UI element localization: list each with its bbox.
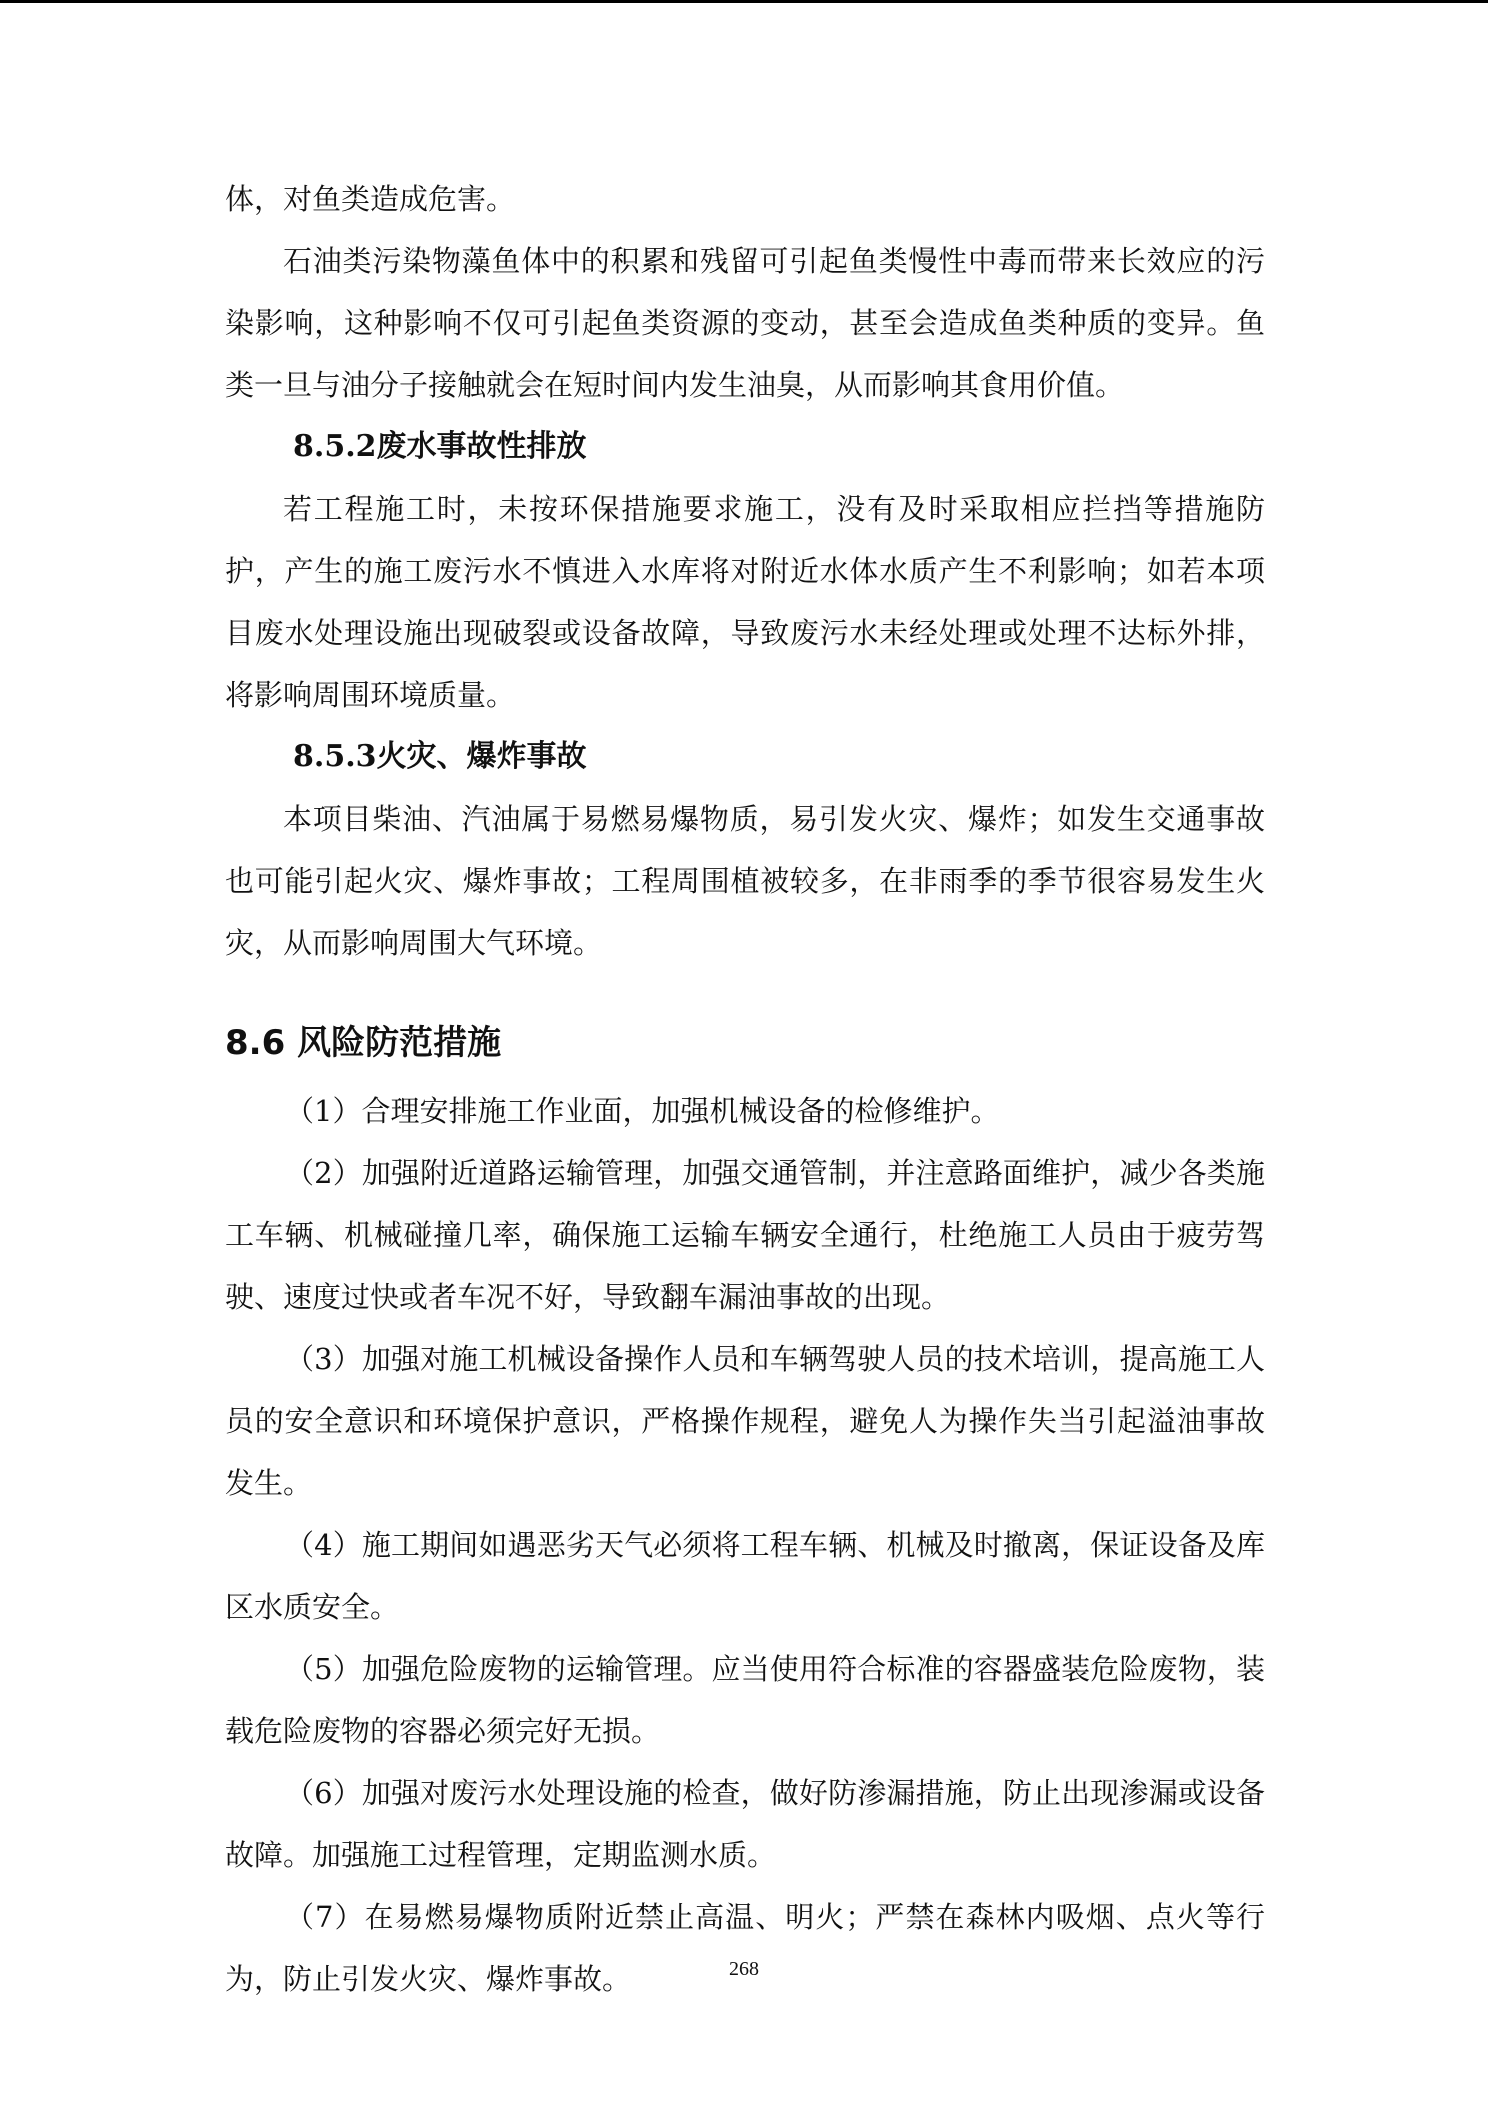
heading-8-5-3: 8.5.3火灾、爆炸事故 <box>293 739 587 774</box>
paragraph-oil-pollution: 石油类污染物藻鱼体中的积累和残留可引起鱼类慢性中毒而带来长效应的污染影响，这种影响不仅可引起鱼类资源的变动，甚至会造成鱼类种质的变异。鱼类一旦与油分子接触就会在短时间内发生油臭，从而影响其食用价值。 <box>225 244 1265 402</box>
measure-item-7: （7）在易燃易爆物质附近禁止高温、明火；严禁在森林内吸烟、点火等行为，防止引发火灾、爆炸事故。 <box>225 1900 1265 1996</box>
heading-8-6: 8.6 风险防范措施 <box>225 1023 502 1063</box>
measure-item-1: （1）合理安排施工作业面，加强机械设备的检修维护。 <box>285 1094 1000 1128</box>
page-number: 268 <box>729 1958 759 1980</box>
top-border-line <box>0 0 1488 3</box>
measure-item-2: （2）加强附近道路运输管理，加强交通管制，并注意路面维护，减少各类施工车辆、机械碰撞几率，确保施工运输车辆安全通行，杜绝施工人员由于疲劳驾驶、速度过快或者车况不好，导致翻车漏油事故的出现。 <box>225 1156 1265 1314</box>
measure-item-5: （5）加强危险废物的运输管理。应当使用符合标准的容器盛装危险废物，装载危险废物的容器必须完好无损。 <box>225 1652 1265 1748</box>
document-page <box>225 168 1265 2010</box>
paragraph-continuation: 体，对鱼类造成危害。 <box>225 182 516 216</box>
measure-item-6: （6）加强对废污水处理设施的检查，做好防渗漏措施，防止出现渗漏或设备故障。加强施工过程管理，定期监测水质。 <box>225 1776 1265 1872</box>
measure-item-4: （4）施工期间如遇恶劣天气必须将工程车辆、机械及时撤离，保证设备及库区水质安全。 <box>225 1528 1265 1624</box>
measure-item-3: （3）加强对施工机械设备操作人员和车辆驾驶人员的技术培训，提高施工人员的安全意识和环境保护意识，严格操作规程，避免人为操作失当引起溢油事故发生。 <box>225 1342 1265 1500</box>
heading-8-5-2: 8.5.2废水事故性排放 <box>293 429 587 464</box>
paragraph-wastewater: 若工程施工时，未按环保措施要求施工，没有及时采取相应拦挡等措施防护，产生的施工废污水不慎进入水库将对附近水体水质产生不利影响；如若本项目废水处理设施出现破裂或设备故障，导致废污水未经处理或处理不达标外排，将影响周围环境质量。 <box>225 492 1265 712</box>
paragraph-fire-explosion: 本项目柴油、汽油属于易燃易爆物质，易引发火灾、爆炸；如发生交通事故也可能引起火灾、爆炸事故；工程周围植被较多，在非雨季的季节很容易发生火灾，从而影响周围大气环境。 <box>225 802 1265 960</box>
